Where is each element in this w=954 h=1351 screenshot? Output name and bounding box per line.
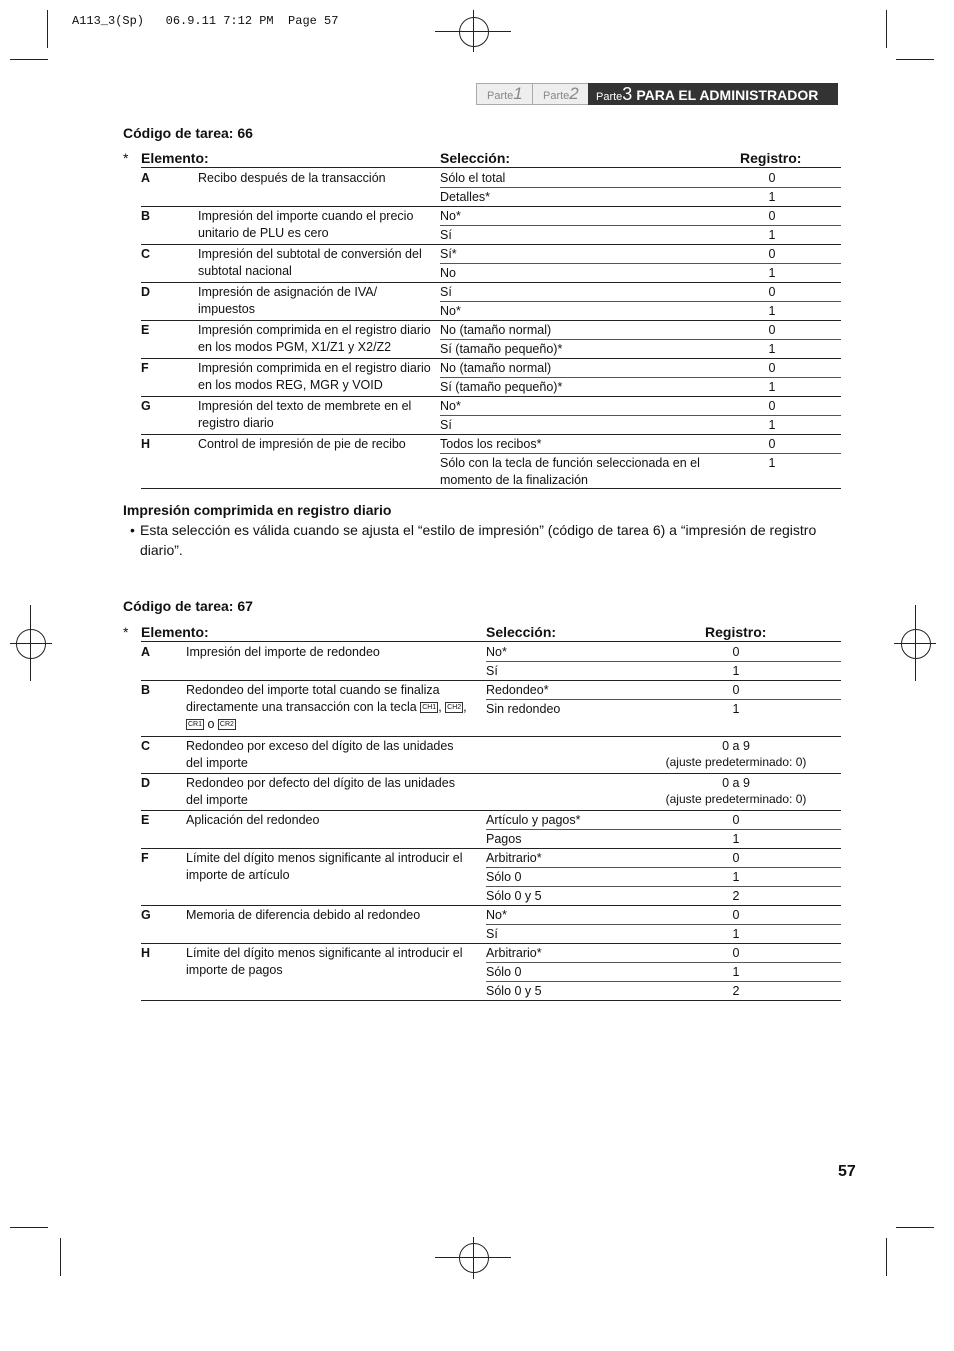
row-letter: A [141,171,151,185]
option-value: 1 [732,965,740,979]
print-header: A113_3(Sp) 06.9.11 7:12 PM Page 57 [72,14,339,28]
option-label: No* [440,209,461,223]
option-label: Todos los recibos* [440,437,542,451]
option-value: 0 [768,437,776,451]
row-description: Aplicación del redondeo [186,813,320,827]
row-divider [141,488,841,489]
row-divider [141,282,841,283]
option-value: 1 [768,228,776,242]
row-divider [141,320,841,321]
row-description: Impresión comprimida en el registro diario en los modos PGM, X1/Z1 y X2/Z2 [198,323,431,354]
option-value: 1 [768,456,776,470]
col-selection: Selección: [486,624,557,640]
row-letter: C [141,247,151,261]
option-label: No* [440,304,461,318]
row-letter: G [141,399,151,413]
row-divider [486,924,841,925]
row-divider [440,377,841,378]
page-number: 57 [838,1163,856,1180]
option-label: Sólo el total [440,171,506,185]
row-divider [141,736,841,737]
option-value: 1 [732,870,740,884]
crop-mark [886,10,887,48]
option-label: No* [486,645,507,659]
row-divider [141,1000,841,1001]
row-divider [141,905,841,906]
registration-mark [901,629,931,659]
row-divider [440,453,841,454]
option-value: 0 [732,645,740,659]
option-label: Sí [486,927,498,941]
option-label: Arbitrario* [486,851,542,865]
option-value: 1 [768,380,776,394]
section-title: PARA EL ADMINISTRADOR [636,87,819,103]
row-divider [486,829,841,830]
col-element: Elemento: [141,624,209,640]
option-label: No* [486,908,507,922]
tab-part-1: Parte1 [476,83,536,105]
option-label: Sólo 0 y 5 [486,889,542,903]
option-label: Sí [440,285,452,299]
option-label: Arbitrario* [486,946,542,960]
col-register: Registro: [740,150,802,166]
key-icon: CR2 [219,721,234,729]
note-text: Esta selección es válida cuando se ajusta el “estilo de impresión” (código de tarea 6) a “impresión de registro diario”. [140,522,817,558]
row-letter: D [141,285,151,299]
option-value: 0 [732,813,740,827]
row-description: Recibo después de la transacción [198,171,386,185]
option-label: No (tamaño normal) [440,323,552,337]
section66-title: Código de tarea: 66 [123,125,253,141]
row-divider [486,661,841,662]
row-description: Impresión del importe de redondeo [186,645,380,659]
key-icon: CR1 [188,721,203,729]
row-divider [141,396,841,397]
option-label: No (tamaño normal) [440,361,552,375]
row-divider [141,680,841,681]
row-divider [141,773,841,774]
row-description: Redondeo por defecto del dígito de las unidades del importe [186,776,455,807]
option-label: Sólo 0 [486,870,522,884]
option-value: 0 [732,946,740,960]
row-description: Impresión de asignación de IVA/ impuestos [198,285,378,316]
tab-part-3: Parte3 PARA EL ADMINISTRADOR [588,83,838,105]
row-letter: E [141,323,150,337]
section66-star: * [123,150,129,166]
option-label: No [440,266,456,280]
key-icon: CH1 [422,704,437,712]
crop-mark [886,1238,887,1276]
option-value: 0 [732,851,740,865]
row-divider [141,810,841,811]
row-divider [141,358,841,359]
row-description: Límite del dígito menos significante al introducir el importe de pagos [186,946,463,977]
row-letter: A [141,645,151,659]
col-register: Registro: [705,624,767,640]
row-description: Impresión del importe cuando el precio unitario de PLU es cero [198,209,414,240]
row-divider [486,962,841,963]
option-value: 2 [732,889,740,903]
row-letter: B [141,683,151,697]
option-value: 1 [768,304,776,318]
row-description: Impresión comprimida en el registro diario en los modos REG, MGR y VOID [198,361,431,392]
registration-mark [459,17,489,47]
option-value: 2 [732,984,740,998]
option-value: 0 [768,361,776,375]
row-letter: F [141,851,149,865]
option-value: 0 [768,323,776,337]
col-element: Elemento: [141,150,209,166]
row-description: Impresión del texto de membrete en el registro diario [198,399,412,430]
key-icon: CH2 [447,704,462,712]
range-note: (ajuste predeterminado: 0) [665,755,807,769]
row-divider [486,886,841,887]
row-description: Límite del dígito menos significante al introducir el importe de artículo [186,851,463,882]
row-letter: G [141,908,151,922]
option-value: 1 [732,832,740,846]
option-label: Sí [440,228,452,242]
option-value: 1 [732,927,740,941]
col-selection: Selección: [440,150,511,166]
option-label: Sí (tamaño pequeño)* [440,342,563,356]
option-label: Detalles* [440,190,491,204]
row-divider [486,867,841,868]
row-divider [440,187,841,188]
range-value: 0 a 9 [722,776,750,790]
row-letter: C [141,739,151,753]
row-divider [440,263,841,264]
option-label: Sí [486,664,498,678]
option-value: 1 [768,418,776,432]
option-value: 1 [768,342,776,356]
part-banner [476,83,840,105]
option-label: Artículo y pagos* [486,813,581,827]
option-value: 0 [768,171,776,185]
option-label: Sin redondeo [486,702,561,716]
row-divider [440,415,841,416]
row-divider [141,244,841,245]
crop-mark [896,59,934,60]
row-letter: B [141,209,151,223]
option-value: 0 [768,209,776,223]
row-description: Redondeo por exceso del dígito de las unidades del importe [186,739,454,770]
option-value: 1 [768,266,776,280]
option-value: 0 [768,247,776,261]
option-value: 0 [732,908,740,922]
option-label: Sólo 0 y 5 [486,984,542,998]
row-divider [141,943,841,944]
row-divider [440,339,841,340]
option-value: 0 [768,399,776,413]
option-label: Sí* [440,247,457,261]
row-divider [440,225,841,226]
option-label: Sí (tamaño pequeño)* [440,380,563,394]
range-note: (ajuste predeterminado: 0) [665,792,807,806]
row-divider [141,848,841,849]
option-value: 1 [732,664,740,678]
tab-part-2: Parte2 [532,83,590,105]
row-description: Control de impresión de pie de recibo [198,437,406,451]
note-bullet: • [130,522,135,538]
row-divider [486,981,841,982]
row-letter: F [141,361,149,375]
row-divider [141,206,841,207]
row-letter: H [141,437,151,451]
crop-mark [896,1227,934,1228]
option-value: 0 [768,285,776,299]
crop-mark [47,10,48,48]
row-divider [141,434,841,435]
option-label: Sí [440,418,452,432]
registration-mark [16,629,46,659]
row-description: Memoria de diferencia debido al redondeo [186,908,421,922]
row-description: Redondeo del importe total cuando se finaliza directamente una transacción con la tecla CH1 , CH2 , CR1 o CR2 [186,683,467,731]
row-letter: E [141,813,150,827]
option-label: No* [440,399,461,413]
range-value: 0 a 9 [722,739,750,753]
row-divider [486,699,841,700]
row-letter: D [141,776,151,790]
option-label: Pagos [486,832,522,846]
section67-title: Código de tarea: 67 [123,598,253,614]
option-label: Redondeo* [486,683,549,697]
option-value: 1 [768,190,776,204]
row-divider [440,301,841,302]
row-letter: H [141,946,151,960]
registration-mark [459,1243,489,1273]
row-description: Impresión del subtotal de conversión del subtotal nacional [198,247,422,278]
crop-mark [10,1227,48,1228]
crop-mark [60,1238,61,1276]
section67-star: * [123,624,129,640]
option-value: 0 [732,683,740,697]
option-value: 1 [732,702,740,716]
crop-mark [10,59,48,60]
option-label: Sólo con la tecla de función seleccionada en el momento de la finalización [440,456,700,487]
option-label: Sólo 0 [486,965,522,979]
note-title: Impresión comprimida en registro diario [123,502,392,518]
